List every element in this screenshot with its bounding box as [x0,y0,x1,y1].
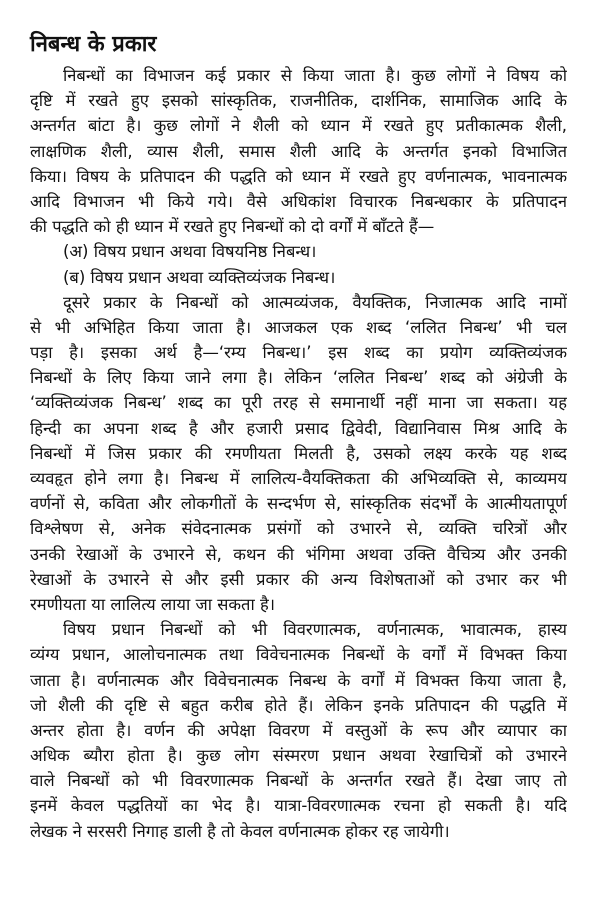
text-line: जो शैली की दृष्टि से बहुत करीब होते हैं। लेकिन इनके प्रतिपादन की पद्धति में [30,695,567,715]
text-line: उनकी रेखाओं के उभारने से, कथन की भंगिमा अथवा उक्ति वैचित्र्य और उनकी [30,544,567,564]
text-line: दूसरे प्रकार के निबन्धों को आत्मव्यंजक, वैयक्तिक, निजात्मक आदि नामों [63,292,567,312]
text-line: निबन्धों में जिस प्रकार की रमणीयता मिलती है, उसको लक्ष्य करके यह शब्द [30,443,567,463]
text-line: वर्णनों से, कविता और लोकगीतों के सन्दर्भण से, सांस्कृतिक संदर्भों के आत्मीयतापूर्ण [30,494,567,514]
text-line: किया। विषय के प्रतिपादन की पद्धति को ध्यान में रखते हुए वर्णनात्मक, भावनात्मक [30,166,567,186]
text-line: अन्तर्गत बांटा है। कुछ लोगों ने शैली को ध्यान में रखते हुए प्रतीकात्मक शैली, [30,116,567,136]
text-line: इनमें केवल पद्धतियों का भेद है। यात्रा-विवरणात्मक रचना हो सकती है। यदि [30,796,567,816]
text-line: आदि विभाजन भी किये गये। वैसे अधिकांश विचारक निबन्धकार के प्रतिपादन [30,191,567,211]
text-line: लाक्षणिक शैली, व्यास शैली, समास शैली आदि के अन्तर्गत इनको विभाजित [30,141,567,161]
text-line: अधिक ब्यौरा होता है। कुछ लोग संस्मरण प्रधान अथवा रेखाचित्रों को उभारने [30,746,567,766]
text-line: लेखक ने सरसरी निगाह डाली है तो केवल वर्णनात्मक होकर रह जायेगी। [30,821,450,841]
text-line: (अ) विषय प्रधान अथवा विषयनिष्ठ निबन्ध। [63,242,317,262]
text-line: से भी अभिहित किया जाता है। आजकल एक शब्द ‘ललित निबन्ध’ भी चल [30,317,567,337]
text-line: अन्तर होता है। वर्णन की अपेक्षा विवरण में वस्तुओं के रूप और व्यापार का [30,720,567,740]
paragraph [30,239,567,264]
text-line: विश्लेषण से, अनेक संवेदनात्मक प्रसंगों को उभारने से, व्यक्ति चरित्रों और [30,519,567,539]
text-line: जाता है। वर्णनात्मक और विवेचनात्मक निबन्ध के वर्गों में विभक्त किया जाता है, [30,670,567,690]
text-line: निबन्धों का विभाजन कई प्रकार से किया जाता है। कुछ लोगों ने विषय को [63,66,567,85]
text-line: की पद्धति को ही ध्यान में रखते हुए निबन्धों को दो वर्गों में बाँटते हैं— [30,217,435,237]
text-line: रेखाओं के उभारने से और इसी प्रकार की अन्य विशेषताओं को उभार कर भी [30,569,567,589]
text-line: व्यंग्य प्रधान, आलोचनात्मक तथा विवेचनात्मक निबन्धों के वर्गों में विभक्त किया [30,645,567,665]
paragraph [30,265,567,290]
text-line: ‘व्यक्तिव्यंजक निबन्ध’ शब्द का पूरी तरह से समानार्थी नहीं माना जा सकता। यह [30,393,567,413]
text-line: (ब) विषय प्रधान अथवा व्यक्तिव्यंजक निबन्ध। [63,267,336,287]
text-line: रमणीयता या लालित्य लाया जा सकता है। [30,594,275,614]
paragraph [30,617,567,844]
text-line: व्यवहृत होने लगा है। निबन्ध में लालित्य-वैयक्तिकता की अभिव्यक्ति से, काव्यमय [30,469,567,488]
text-line: दृष्टि में रखते हुए इसको सांस्कृतिक, राजनीतिक, दार्शनिक, सामाजिक आदि के [30,91,567,111]
document-body [30,63,567,844]
paragraph [30,63,567,239]
text-line: हिन्दी का अपना शब्द है और हजारी प्रसाद द्विवेदी, विद्यानिवास मिश्र आदि के [30,418,567,438]
text-line: वाले निबन्धों को भी विवरणात्मक निबन्धों के अन्तर्गत रखते हैं। देखा जाए तो [30,771,567,791]
text-line: विषय प्रधान निबन्धों को भी विवरणात्मक, वर्णनात्मक, भावात्मक, हास्य [63,620,567,640]
page-title: निबन्ध के प्रकार [30,32,157,57]
text-line: निबन्धों के लिए किया जाने लगा है। लेकिन ‘ललित निबन्ध’ शब्द को अंग्रेजी के [30,368,567,388]
paragraph [30,290,567,617]
text-line: पड़ा है। इसका अर्थ है—‘रम्य निबन्ध।’ इस शब्द का प्रयोग व्यक्तिव्यंजक [30,343,567,363]
